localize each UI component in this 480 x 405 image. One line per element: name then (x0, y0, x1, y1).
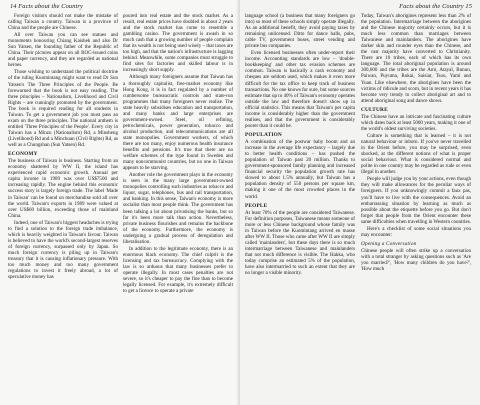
body-paragraph: Another role the government plays in the economy is seen in the many large government-owned monopolies controlling such industries as tobacco and liquor, sugar, telephones, bus and rail transportation, and banking. In this sense, Taiwan's economy is more socialist than most people think. The government has been talking a lot about privatising the banks, but so far it's been more talk than action. Nevertheless, private business flourishes and remains the backbone of the economy. Furthermore, the economy is undergoing a gradual process of deregulation and liberalisation. (123, 172, 233, 245)
body-paragraph: The business of Taiwan is business. Starting from an economy shattered by WW II, the island has experienced rapid economic growth. Annual per capita income in 1989 was over US$7500 and increasing rapidly. The engine behind this economic success story is largely foreign trade. The label 'Made in Taiwan' can be found on merchandise sold all over the world. Taiwan's exports in 1989 were valued at over US$60 billion, exceeding those of mainland China. (8, 158, 118, 219)
section-heading: PEOPLE (245, 202, 268, 209)
body-paragraph: Although many foreigners assume that Taiwan has a thoroughly capitalist, free-market economy like Hong Kong, it is in fact regulated by a number of cumbersome bureaucratic controls and state-run programmes that many foreigners never realise. The state heavily subsidises education and transportation, and many banks and large enterprises are government-owned. Steel, oil refining, petrochemicals, power generation, tobacco and alcohol production, and telecommunications are all state monopolies. Government workers, of which there are too many, enjoy numerous health insurance benefits and pensions. It's true that there are no welfare schemes of the type found in Sweden and many noncommunist countries, but no one in Taiwan appears to be starving. (123, 74, 233, 172)
section-heading: POPULATION (245, 131, 282, 138)
running-head-left: 14 Facts about the Country (10, 3, 83, 10)
right-column-1 (245, 13, 355, 403)
body-paragraph: Those wishing to understand the political doctrine of the ruling Kuomintang might want to read Dr Sun Yatsen's The Three Principles of the People. Be forewarned that the book is not easy reading. The three principles – Nationalism, Livelihood and Civil Rights – are cunningly promoted by the government. The book is required reading for all students in Taiwan. To get a government job you must pass an exam on the three principles. The national anthem is entitled 'Three Principles of the People'. Every city in Taiwan has a Minzu (Nationalism) Rd, a Minsheng (Livelihood) Rd and a Minchuan (Civil Rights) Rd, as well as a Chungshan (Sun Yatsen) Rd. (8, 69, 118, 148)
body-paragraph: Foreign visitors should not make the mistake of calling Taiwan a country. Taiwan is a province of China and the people are Chinese. (8, 13, 118, 32)
section-heading: ECONOMY (8, 151, 38, 158)
subsection-heading: Opening a Conversation (361, 240, 417, 247)
body-paragraph: In addition to the legitimate economy, there is an enormous black economy. The chief culprit is the licensing and tax bureaucracy. Complying with the law is so arduous that many businesses prefer to operate illegally. In most cases penalties are not severe, so it's cheaper to pay the fine than to become legally licensed. For example, it's extremely difficult to get a licence to operate a private (123, 245, 233, 295)
body-paragraph: People will judge you by your actions, even though they will make allowances for the peculiar ways of foreigners. If you unknowingly commit a faux pas, you'll have to live with the consequences. Avoid an embarrassing situation by learning as much as possible about the etiquette before you go. But don't forget that people from the Orient encounter these same difficulties when travelling in Western countries. (361, 176, 471, 225)
body-paragraph: Culture is something that is learned – it is not natural behaviour or inborn. If you've never travelled in the Orient before, you may be surprised, even shocked, at the different notions of what is proper social behaviour. What is considered normal and polite in one country may be regarded as rude or even illegal in another. (361, 133, 471, 176)
right-column-2 (361, 13, 471, 403)
body-paragraph: language school (a business that many foreigners go into) so most of these schools simply operate illegally. As an additional benefit, they avoid paying taxes by remaining unlicensed. Ditto for dance halls, pubs, cable TV, government buses, street vending and private bus companies. (245, 13, 355, 50)
body-paragraph: Chinese people will often strike up a conversation with a total stranger by asking questions such as 'Are you married?', 'How many children do you have?', 'How much (361, 248, 471, 273)
body-paragraph: The Chinese have an intricate and fascinating culture which dates back at least 5000 years, making it one of the world's oldest surviving societies. (361, 113, 471, 132)
body-paragraph: A combination of the postwar baby boom and an increase in the average life expectancy – largely due to better health conditions – has pushed the population of Taiwan past 20 million. Thanks to government-sponsored family planning and increased financial security the population growth rate has slowed to about 1.5% annually, but Taiwan has a population density of 550 persons per square km, making it one of the most crowded places in the world. (245, 139, 355, 200)
right-page (240, 0, 480, 405)
running-head-right: Facts about the Country 15 (399, 3, 472, 10)
body-paragraph: Even licensed businesses often under-report their income. Accounting standards are low – 'double-bookkeeping' and other tax evasion schemes are common. Taiwan is basically a cash economy and cheques are seldom used, which makes it even more difficult for the tax office to keep track of business transactions. No one knows for sure, but some sources estimate that up to 40% of Taiwan's economy operates outside the law and therefore doesn't show up in official statistics. This means that Taiwan's per capita income is considerably higher than the government realises, and that the government is considerably poorer than it could be. (245, 50, 355, 129)
body-paragraph: At least 70% of the people are considered Taiwanese. For definition purposes, Taiwanese means someone of more or less Chinese background whose family was in Taiwan before the Kuomintang arrived en masse after WW II. Those who came after WW II are simply called 'mainlanders', but these days there is so much intermarriage between Taiwanese and mainlanders that not much difference is visible. The Hakka, who today comprise an estimated 5% of the population, have also intermarried to such an extent that they are no longer a visible minority. (245, 209, 355, 277)
body-paragraph: Here's a checklist of some social situations you may encounter: (361, 225, 471, 238)
body-paragraph: Today, Taiwan's aborigines represent less than 2% of the population. Intermarriage between the aborigines and the Chinese majority certainly occurs, but it is much less common than marriages between Taiwanese and mainlanders. The aborigines have darker skin and rounder eyes than the Chinese, and the vast majority have converted to Christianity. There are 10 tribes, each of which has its own language. The total aboriginal population is around 300,000 and the tribes are the Ami, Atayal, Bunun, Paiwan, Puyuma, Rukai, Saisiat, Tsou, Yami and Yuan. Like elsewhere, the aborigines have been the victims of ridicule and scorn, but in recent years it has become very trendy to collect aboriginal art and to attend aboriginal song and dance shows. (361, 13, 471, 104)
body-paragraph: poured into real estate and the stock market. As a result, real estate prices have doubled in about 2 years and the stock market has come to resemble a gambling casino. The government is awash in so much cash that a growing number of people complain that its wealth is not being used wisely – that taxes are too high, and that the nation's infrastructure is lagging behind. Meanwhile, some companies must struggle to find sites for factories and skilled labour is in increasingly short supply. (123, 13, 233, 74)
section-heading: CULTURE (361, 106, 388, 113)
body-paragraph: Indeed, one of Taiwan's biggest headaches is trying to find a solution to the foreign trade imbalance, which is heavily weighted in Taiwan's favour. Taiwan is believed to have the world's second-largest reserves of foreign currency, surpassed only by Japan. So much foreign currency is piling up in Taiwan's treasury that it is causing inflationary pressure. With too much money and too many government regulations to invest it freely abroad, a lot of speculative money has (8, 219, 118, 281)
left-column-2 (123, 13, 233, 403)
left-column-1 (8, 13, 118, 403)
body-paragraph: All over Taiwan you can see statues and monuments honouring Chiang Kaishek and also Dr Sun Yatsen, the founding father of the Republic of China. Their pictures appear on all ROC-issued coins and paper currency, and they are regarded as national heroes. (8, 32, 118, 69)
